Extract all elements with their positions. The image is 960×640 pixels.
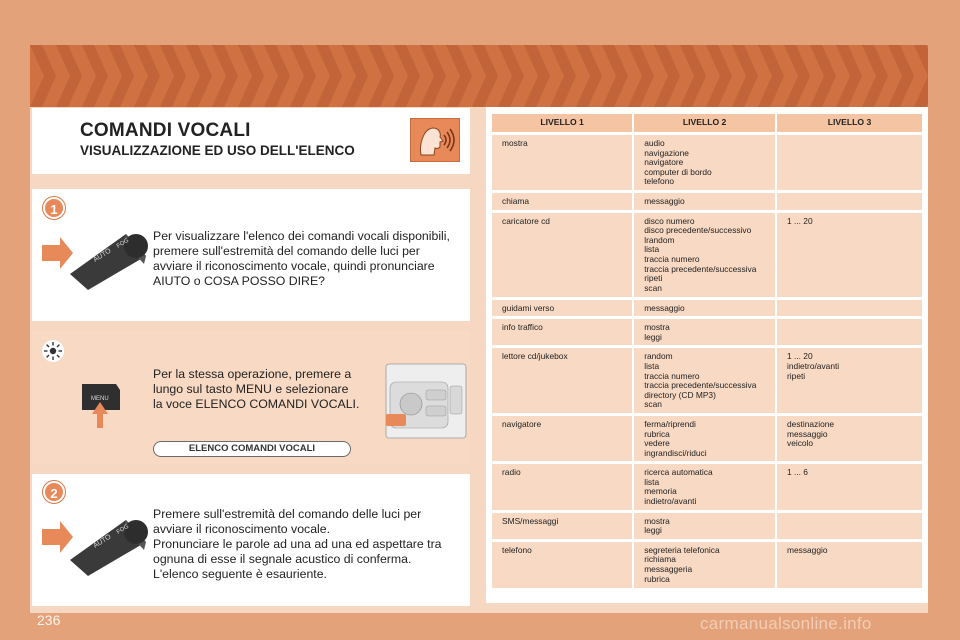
table-cell-line: audio (644, 138, 665, 148)
chevron-stripe (56, 45, 82, 107)
table-cell-level-3 (777, 135, 922, 190)
chevron-stripe (134, 45, 160, 107)
table-cell-line: navigatore (502, 418, 542, 429)
table-cell-level-2 (634, 213, 775, 297)
table-cell-line: telefono (502, 544, 532, 555)
chevron-stripe (732, 45, 758, 107)
table-cell-line: messaggio (787, 428, 828, 439)
table-cell-line: segreteria telefonica (644, 544, 720, 555)
table-cell-line: radio (502, 467, 521, 478)
chevron-stripe (368, 45, 394, 107)
table-cell-line: 1 ... 20 (787, 351, 813, 362)
chevron-stripe (290, 45, 316, 107)
table-cell-level-2 (634, 193, 775, 210)
page-title: COMANDI VOCALI (80, 120, 251, 141)
table-cell-line: computer di bordo (644, 166, 712, 177)
table-cell-line: messaggio (787, 544, 828, 555)
table-cell-level-1 (492, 319, 632, 345)
table-cell-line: richiama (644, 554, 676, 565)
table-cell-line: ripeti (787, 370, 806, 381)
table-cell-level-1 (492, 193, 632, 210)
table-cell-line: info traffico (502, 322, 543, 333)
table-cell-line: caricatore cd (502, 215, 550, 226)
table-cell-level-2 (634, 513, 775, 539)
chevron-stripe (212, 45, 238, 107)
table-cell-line: lrandom (644, 234, 675, 245)
table-cell-level-1 (492, 542, 632, 588)
table-cell-line: vedere (644, 438, 670, 449)
page-subtitle: VISUALIZZAZIONE ED USO DELL'ELENCO (80, 143, 355, 158)
chevron-stripe (316, 45, 342, 107)
decorative-chevron-band (30, 45, 928, 107)
step-1-line: avviare il riconoscimento vocale, quindi pronunciare (153, 259, 435, 273)
voice-command-table-panel (486, 107, 928, 603)
table-cell-level-3 (777, 319, 922, 345)
table-cell-line: guidami verso (502, 302, 555, 313)
table-cell-line: random (644, 351, 673, 362)
chevron-stripe (472, 45, 498, 107)
table-cell-line: messaggio (644, 302, 685, 313)
table-row (492, 319, 922, 345)
table-cell-level-3 (777, 193, 922, 210)
lighting-stalk-icon (66, 226, 148, 296)
table-cell-line: scan (644, 282, 662, 293)
table-cell-line: directory (CD MP3) (644, 389, 716, 400)
table-cell-level-3 (777, 213, 922, 297)
chevron-stripe (602, 45, 628, 107)
chevron-stripe (576, 45, 602, 107)
table-cell-line: ricerca automatica (644, 467, 713, 478)
chevron-stripe (264, 45, 290, 107)
chevron-stripe (758, 45, 784, 107)
chevron-stripe (888, 45, 914, 107)
table-cell-level-2 (634, 416, 775, 461)
table-cell-level-2 (634, 319, 775, 345)
chevron-stripe (342, 45, 368, 107)
table-cell-level-3 (777, 416, 922, 461)
table-cell-line: navigatore (644, 157, 684, 168)
table-cell-line: messaggeria (644, 564, 693, 575)
table-cell-level-1 (492, 213, 632, 297)
voice-command-icon (410, 118, 460, 162)
chevron-stripe (420, 45, 446, 107)
table-cell-line: traccia numero (644, 253, 700, 264)
table-cell-level-3 (777, 300, 922, 317)
chevron-stripe (30, 45, 56, 107)
voice-command-list-pill: ELENCO COMANDI VOCALI (153, 441, 351, 457)
step-2-line: ognuna di esse il segnale acustico di conferma. (153, 552, 412, 566)
column-header-level-2: LIVELLO 2 (634, 114, 775, 132)
step-2-line: L'elenco seguente è esauriente. (153, 567, 327, 581)
table-row (492, 542, 922, 588)
table-cell-level-2 (634, 300, 775, 317)
step-1-line: premere sull'estremità del comando delle luci per (153, 244, 420, 258)
table-cell-level-1 (492, 348, 632, 413)
table-cell-line: traccia precedente/successiva (644, 263, 757, 274)
table-row (492, 416, 922, 461)
chevron-stripe (654, 45, 680, 107)
table-cell-line: ingrandisci/riduci (644, 447, 707, 458)
stalk-fog-label: FOG (115, 523, 131, 536)
table-cell-level-2 (634, 464, 775, 509)
step-1-line: AIUTO o COSA POSSO DIRE? (153, 274, 325, 288)
step-2-text (153, 507, 442, 582)
chevron-stripe (862, 45, 888, 107)
stalk-auto-label: AUTO (92, 247, 113, 264)
table-cell-line: destinazione (787, 418, 835, 429)
watermark: carmanualsonline.info (700, 614, 872, 633)
table-cell-line: messaggio (644, 195, 685, 206)
radio-unit-illustration (378, 356, 470, 462)
table-row (492, 213, 922, 297)
page-number: 236 (37, 612, 61, 628)
table-cell-line: mostra (502, 138, 528, 148)
table-cell-line: memoria (644, 486, 677, 497)
table-cell-line: lista (644, 360, 660, 371)
table-cell-line: chiama (502, 195, 529, 206)
table-row (492, 348, 922, 413)
chevron-stripe (810, 45, 836, 107)
table-cell-line: ferma/riprendi (644, 418, 696, 429)
chevron-stripe (160, 45, 186, 107)
chevron-stripe (238, 45, 264, 107)
table-cell-level-1 (492, 300, 632, 317)
table-cell-line: leggi (644, 331, 662, 342)
chevron-stripe (706, 45, 732, 107)
table-cell-level-1 (492, 135, 632, 190)
table-cell-line: rubrica (644, 428, 670, 439)
table-cell-line: mostra (644, 322, 670, 333)
table-cell-line: SMS/messaggi (502, 515, 559, 526)
chevron-stripe (394, 45, 420, 107)
table-cell-line: 1 ... 20 (787, 215, 813, 226)
table-cell-line: indietro/avanti (644, 496, 697, 507)
table-cell-line: traccia numero (644, 370, 700, 381)
table-cell-level-3 (777, 542, 922, 588)
table-row (492, 300, 922, 317)
step-2-badge: 2 (43, 481, 65, 503)
menu-button-icon (78, 380, 122, 430)
table-cell-line: mostra (644, 515, 670, 526)
tip-line: la voce ELENCO COMANDI VOCALI. (153, 397, 360, 411)
sun-tip-icon (41, 339, 65, 363)
chevron-stripe (108, 45, 134, 107)
chevron-stripe (550, 45, 576, 107)
voice-command-table (490, 111, 924, 591)
chevron-stripe (82, 45, 108, 107)
table-cell-level-1 (492, 513, 632, 539)
table-header-row (492, 114, 922, 132)
table-cell-line: indietro/avanti (787, 360, 840, 371)
chevron-stripe (498, 45, 524, 107)
table-cell-line: disco numero (644, 215, 695, 226)
table-cell-level-2 (634, 135, 775, 190)
step-2-line: Pronunciare le parole ad una ad una ed aspettare tra (153, 537, 442, 551)
table-cell-line: lettore cd/jukebox (502, 351, 568, 362)
step-1-badge: 1 (43, 197, 65, 219)
table-cell-level-2 (634, 542, 775, 588)
chevron-stripe (680, 45, 706, 107)
chevron-stripe (524, 45, 550, 107)
table-cell-line: rubrica (644, 573, 670, 584)
chevron-stripe (784, 45, 810, 107)
table-cell-level-2 (634, 348, 775, 413)
column-header-level-3: LIVELLO 3 (777, 114, 922, 132)
chevron-stripe (836, 45, 862, 107)
title-panel (32, 108, 470, 174)
column-header-level-1: LIVELLO 1 (492, 114, 632, 132)
step-1-text (153, 229, 450, 289)
table-row (492, 135, 922, 190)
table-cell-line: veicolo (787, 438, 814, 449)
tip-line: Per la stessa operazione, premere a (153, 367, 352, 381)
table-row (492, 193, 922, 210)
stalk-fog-label: FOG (115, 237, 131, 250)
table-cell-level-3 (777, 348, 922, 413)
menu-button-label: MENU (91, 396, 109, 402)
step-2-line: avviare il riconoscimento vocale. (153, 522, 331, 536)
table-cell-line: ripeti (644, 273, 663, 284)
tip-line: lungo sul tasto MENU e selezionare (153, 382, 349, 396)
table-cell-level-3 (777, 513, 922, 539)
stalk-auto-label: AUTO (92, 533, 113, 550)
table-cell-level-3 (777, 464, 922, 509)
lighting-stalk-icon (66, 512, 148, 582)
table-cell-line: disco precedente/successivo (644, 225, 752, 236)
table-cell-level-1 (492, 464, 632, 509)
tip-text (153, 367, 359, 412)
table-cell-line: navigazione (644, 147, 689, 158)
table-cell-line: 1 ... 6 (787, 467, 808, 478)
table-cell-line: lista (644, 244, 660, 255)
table-cell-line: lista (644, 476, 660, 487)
chevron-stripe (446, 45, 472, 107)
table-cell-line: traccia precedente/successiva (644, 380, 757, 391)
table-cell-line: scan (644, 399, 662, 410)
step-2-line: Premere sull'estremità del comando delle luci per (153, 507, 422, 521)
chevron-stripe (628, 45, 654, 107)
table-row (492, 513, 922, 539)
chevron-stripe (186, 45, 212, 107)
table-cell-line: leggi (644, 525, 662, 536)
step-1-line: Per visualizzare l'elenco dei comandi vocali disponibili, (153, 229, 450, 243)
table-row (492, 464, 922, 509)
table-cell-level-1 (492, 416, 632, 461)
table-cell-line: telefono (644, 176, 675, 187)
chevron-stripe (914, 45, 928, 107)
